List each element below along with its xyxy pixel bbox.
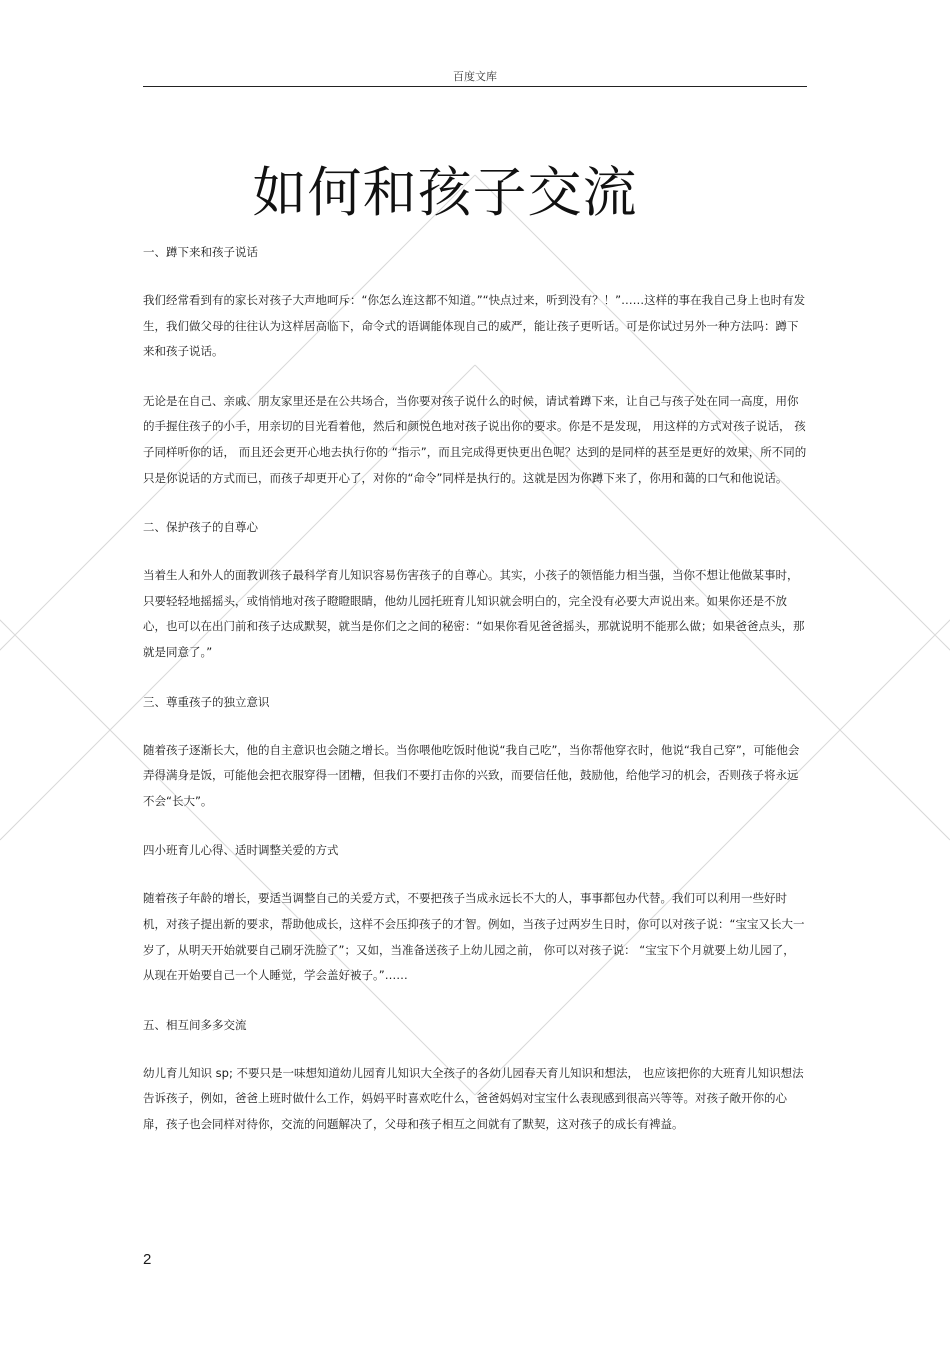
section-heading: 二、保护孩子的自尊心 bbox=[143, 520, 258, 535]
section-heading: 五、相互间多多交流 bbox=[143, 1017, 247, 1032]
section-heading: 三、尊重孩子的独立意识 bbox=[143, 694, 270, 709]
paragraph: 我们经常看到有的家长对孩子大声地呵斥：“你怎么连这都不知道。”“快点过来，听到没有？！”……这样的事在我自己身上也时有发生，我们做父母的往往认为这样居高临下，命令式的语调能体现自己的威严，能让孩子更听话。可是你试过另外一种方法吗：蹲下来和孩子说话。 bbox=[143, 293, 806, 359]
paragraph: 随着孩子年龄的增长，要适当调整自己的关爱方式，不要把孩子当成永远长不大的人，事事都包办代替。我们可以利用一些好时机，对孩子提出新的要求，帮助他成长，这样不会压抑孩子的才智。例如，当孩子过两岁生日时，你可以对孩子说：“宝宝又长大一岁了，从明天开始就要自己刷牙洗脸了”；又如，当准备送孩子上幼儿园之前， 你可以对孩子说： “宝宝下个月就要上幼儿园了， 从现在开始要自己一个人睡觉，学会盖好被子。”…… bbox=[143, 891, 805, 983]
document-header: 百度文库 bbox=[453, 70, 497, 83]
paragraph: 无论是在自己、亲戚、朋友家里还是在公共场合，当你要对孩子说什么的时候，请试着蹲下来，让自己与孩子处在同一高度，用你的手握住孩子的小手，用亲切的目光看着他，然后和颜悦色地对孩子说出你的要求。你是不是发现， 用这样的方式对孩子说话， 孩子同样听你的话， 而且还会更开心地去执行你的 “指示”，而且完成得更快更出色呢？达到的是同样的甚至是更好的效果，所不同的只是你说话的方式而已，而孩子却更开心了，对你的“命令”同样是执行的。这就是因为你蹲下来了，你用和蔼的口气和他说话。 bbox=[143, 393, 807, 485]
page-number: 2 bbox=[143, 1251, 152, 1268]
paragraph: 幼儿育儿知识 sp; 不要只是一味想知道幼儿园育儿知识大全孩子的各幼儿园春天育儿知识和想法， 也应该把你的大班育儿知识想法告诉孩子，例如，爸爸上班时做什么工作，妈妈平时喜欢吃什么，爸爸妈妈对宝宝什么表现感到很高兴等等。对孩子敞开你的心扉，孩子也会同样对待你，交流的问题解决了，父母和孩子相互之间就有了默契，这对孩子的成长有裨益。 bbox=[143, 1065, 804, 1131]
document-body bbox=[143, 240, 807, 1161]
section-heading: 一、蹲下来和孩子说话 bbox=[143, 245, 258, 259]
document-title: 如何和孩子交流 bbox=[252, 161, 638, 224]
header-divider bbox=[143, 86, 807, 87]
section-heading: 四小班育儿心得、适时调整关爱的方式 bbox=[143, 843, 339, 858]
paragraph: 随着孩子逐渐长大，他的自主意识也会随之增长。当你喂他吃饭时他说“我自己吃”，当你帮他穿衣时，他说“我自己穿”，可能他会弄得满身是饭，可能他会把衣服穿得一团糟，但我们不要打击你的兴致，而要信任他，鼓励他，给他学习的机会，否则孩子将永远不会“长大”。 bbox=[143, 742, 800, 808]
paragraph: 当着生人和外人的面教训孩子最科学育儿知识容易伤害孩子的自尊心。其实，小孩子的领悟能力相当强，当你不想让他做某事时，只要轻轻地摇摇头，或悄悄地对孩子瞪瞪眼睛，他幼儿园托班育儿知识就会明白的，完全没有必要大声说出来。如果你还是不放心，也可以在出门前和孩子达成默契，就当是你们之之间的秘密：“如果你看见爸爸摇头，那就说明不能那么做；如果爸爸点头，那就是同意了。” bbox=[143, 568, 805, 659]
